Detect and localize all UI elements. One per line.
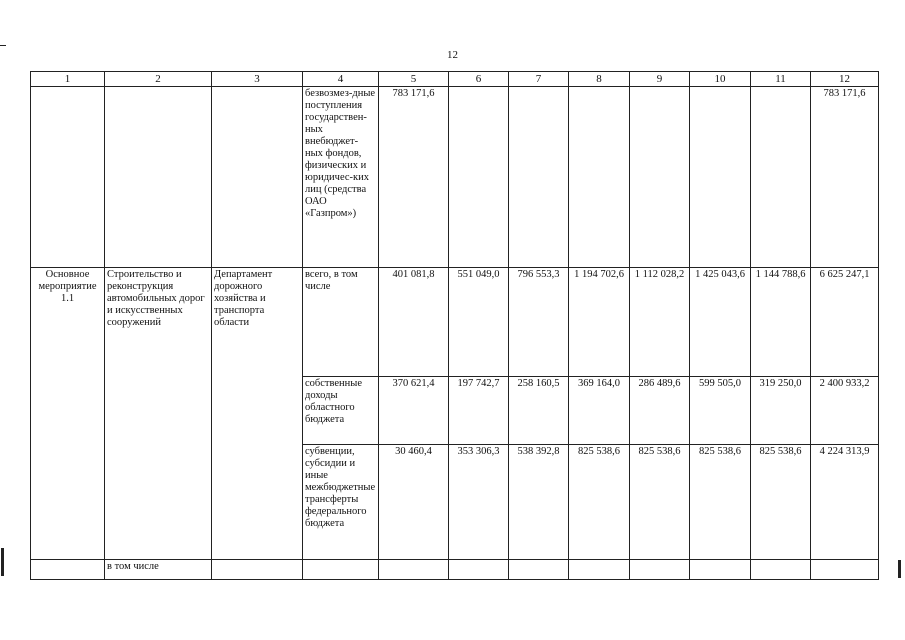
- table-cell: [811, 560, 879, 580]
- value-cell: 370 621,4: [379, 377, 449, 445]
- value-cell: 551 049,0: [449, 268, 509, 377]
- table-cell: [630, 560, 690, 580]
- value-cell: 353 306,3: [449, 445, 509, 560]
- value-cell: 796 553,3: [509, 268, 569, 377]
- column-header: 11: [751, 72, 811, 87]
- budget-table: [30, 71, 879, 580]
- event-description: Строительство и реконструкция автомобильных дорог и искусственных сооружений: [105, 268, 212, 560]
- value-cell: 401 081,8: [379, 268, 449, 377]
- funding-source-label: безвозмез-дные поступления государствен-ных внебюджет-ных фондов, физических и юридичес-ких лиц (средства ОАО «Газпром»): [303, 87, 379, 268]
- table-cell: [31, 560, 105, 580]
- funding-source-label: субвенции, субсидии и иные межбюджетные трансферты федерального бюджета: [303, 445, 379, 560]
- value-cell: [630, 87, 690, 268]
- table-cell: [690, 560, 751, 580]
- value-cell: 1 194 702,6: [569, 268, 630, 377]
- value-cell: 599 505,0: [690, 377, 751, 445]
- column-header: 9: [630, 72, 690, 87]
- value-cell: 825 538,6: [751, 445, 811, 560]
- value-cell: 30 460,4: [379, 445, 449, 560]
- column-header: 5: [379, 72, 449, 87]
- value-cell: 825 538,6: [569, 445, 630, 560]
- value-cell: [569, 87, 630, 268]
- scan-mark: [898, 560, 901, 578]
- value-cell: 538 392,8: [509, 445, 569, 560]
- value-cell: 1 425 043,6: [690, 268, 751, 377]
- column-header: 1: [31, 72, 105, 87]
- value-cell: 369 164,0: [569, 377, 630, 445]
- table-cell: [449, 560, 509, 580]
- value-cell: [509, 87, 569, 268]
- executor-name: Департамент дорожного хозяйства и транспорта области: [212, 268, 303, 560]
- table-row: [31, 87, 879, 268]
- page-number: 12: [447, 49, 458, 61]
- column-header: 12: [811, 72, 879, 87]
- value-cell: 783 171,6: [379, 87, 449, 268]
- value-cell: [751, 87, 811, 268]
- scan-mark: [1, 548, 4, 576]
- table-cell: [751, 560, 811, 580]
- value-cell: 783 171,6: [811, 87, 879, 268]
- column-header: 8: [569, 72, 630, 87]
- table-row: [31, 560, 879, 580]
- table-cell: [303, 560, 379, 580]
- table-cell: [509, 560, 569, 580]
- value-cell: 825 538,6: [690, 445, 751, 560]
- value-cell: 197 742,7: [449, 377, 509, 445]
- table-cell: [379, 560, 449, 580]
- value-cell: 258 160,5: [509, 377, 569, 445]
- column-header: 10: [690, 72, 751, 87]
- scan-mark: [0, 45, 6, 46]
- value-cell: [690, 87, 751, 268]
- table-cell: [105, 87, 212, 268]
- value-cell: 1 112 028,2: [630, 268, 690, 377]
- header-row: [31, 72, 879, 87]
- funding-source-label: всего, в том числе: [303, 268, 379, 377]
- value-cell: 286 489,6: [630, 377, 690, 445]
- value-cell: [449, 87, 509, 268]
- funding-source-label: собственные доходы областного бюджета: [303, 377, 379, 445]
- value-cell: 319 250,0: [751, 377, 811, 445]
- including-label: в том числе: [105, 560, 212, 580]
- column-header: 2: [105, 72, 212, 87]
- table-cell: [212, 87, 303, 268]
- table-cell: [569, 560, 630, 580]
- table-cell: [31, 87, 105, 268]
- column-header: 3: [212, 72, 303, 87]
- value-cell: 2 400 933,2: [811, 377, 879, 445]
- column-header: 7: [509, 72, 569, 87]
- column-header: 4: [303, 72, 379, 87]
- event-name: Основное мероприятие 1.1: [31, 268, 105, 560]
- table-cell: [212, 560, 303, 580]
- table-row: [31, 268, 879, 377]
- value-cell: 1 144 788,6: [751, 268, 811, 377]
- value-cell: 825 538,6: [630, 445, 690, 560]
- column-header: 6: [449, 72, 509, 87]
- value-cell: 4 224 313,9: [811, 445, 879, 560]
- value-cell: 6 625 247,1: [811, 268, 879, 377]
